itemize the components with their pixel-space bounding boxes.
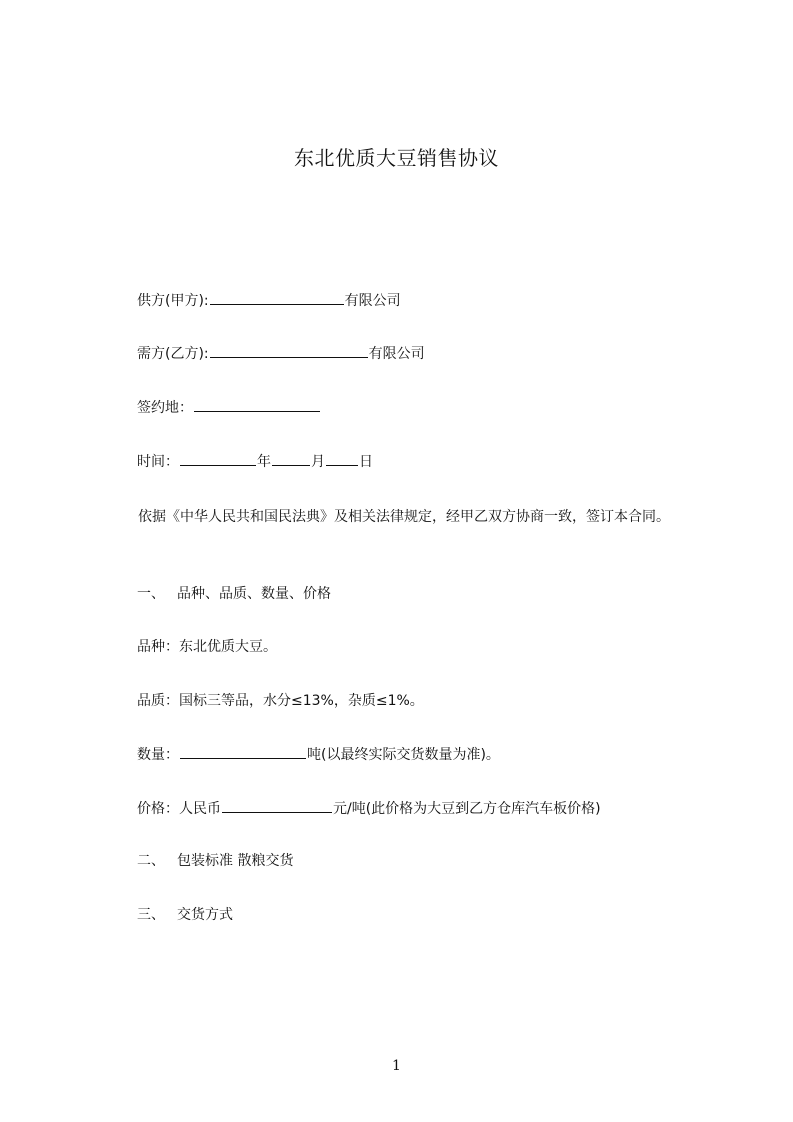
year-label: 年 xyxy=(257,454,271,470)
section-title: 交货方式 xyxy=(177,907,233,923)
intro-paragraph: 依据《中华人民共和国民法典》及相关法律规定，经甲乙双方协商一致，签订本合同。 xyxy=(138,509,670,525)
page-number: 1 xyxy=(392,1058,401,1074)
quantity-line xyxy=(137,744,500,765)
supplier-line xyxy=(137,290,401,311)
day-blank[interactable] xyxy=(326,451,358,466)
price-suffix: 元/吨(此价格为大豆到乙方仓库汽车板价格) xyxy=(333,801,601,817)
document-title: 东北优质大豆销售协议 xyxy=(294,146,499,170)
year-blank[interactable] xyxy=(180,451,256,466)
supplier-name-blank[interactable] xyxy=(210,290,344,305)
variety-line: 品种：东北优质大豆。 xyxy=(137,639,277,655)
section-number: 二、 xyxy=(137,853,165,869)
section-number: 三、 xyxy=(137,907,165,923)
signing-place-line xyxy=(137,397,321,418)
buyer-label: 需方(乙方): xyxy=(137,346,209,362)
supplier-suffix: 有限公司 xyxy=(344,293,401,309)
section-title: 品种、品质、数量、价格 xyxy=(177,586,331,602)
section-number: 一、 xyxy=(137,586,165,602)
signing-place-blank[interactable] xyxy=(194,397,320,412)
supplier-label: 供方(甲方): xyxy=(137,293,209,309)
section-heading-3 xyxy=(137,905,233,925)
section-heading-1 xyxy=(137,584,331,604)
section-title: 包装标准 散粮交货 xyxy=(177,853,294,869)
quantity-suffix: 吨(以最终实际交货数量为准)。 xyxy=(307,747,500,763)
price-label: 价格：人民币 xyxy=(137,801,221,817)
quality-line: 品质：国标三等品，水分≤13%，杂质≤1%。 xyxy=(137,693,424,709)
quantity-label: 数量： xyxy=(137,747,179,763)
price-blank[interactable] xyxy=(222,798,332,813)
date-line xyxy=(137,451,373,472)
price-line xyxy=(137,798,601,819)
buyer-line xyxy=(137,343,425,364)
day-label: 日 xyxy=(359,454,373,470)
month-label: 月 xyxy=(311,454,325,470)
section-heading-2 xyxy=(137,851,293,871)
signing-place-label: 签约地： xyxy=(137,400,193,416)
date-label: 时间： xyxy=(137,454,179,470)
month-blank[interactable] xyxy=(272,451,310,466)
buyer-suffix: 有限公司 xyxy=(368,346,425,362)
buyer-name-blank[interactable] xyxy=(210,343,368,358)
quantity-blank[interactable] xyxy=(180,744,306,759)
